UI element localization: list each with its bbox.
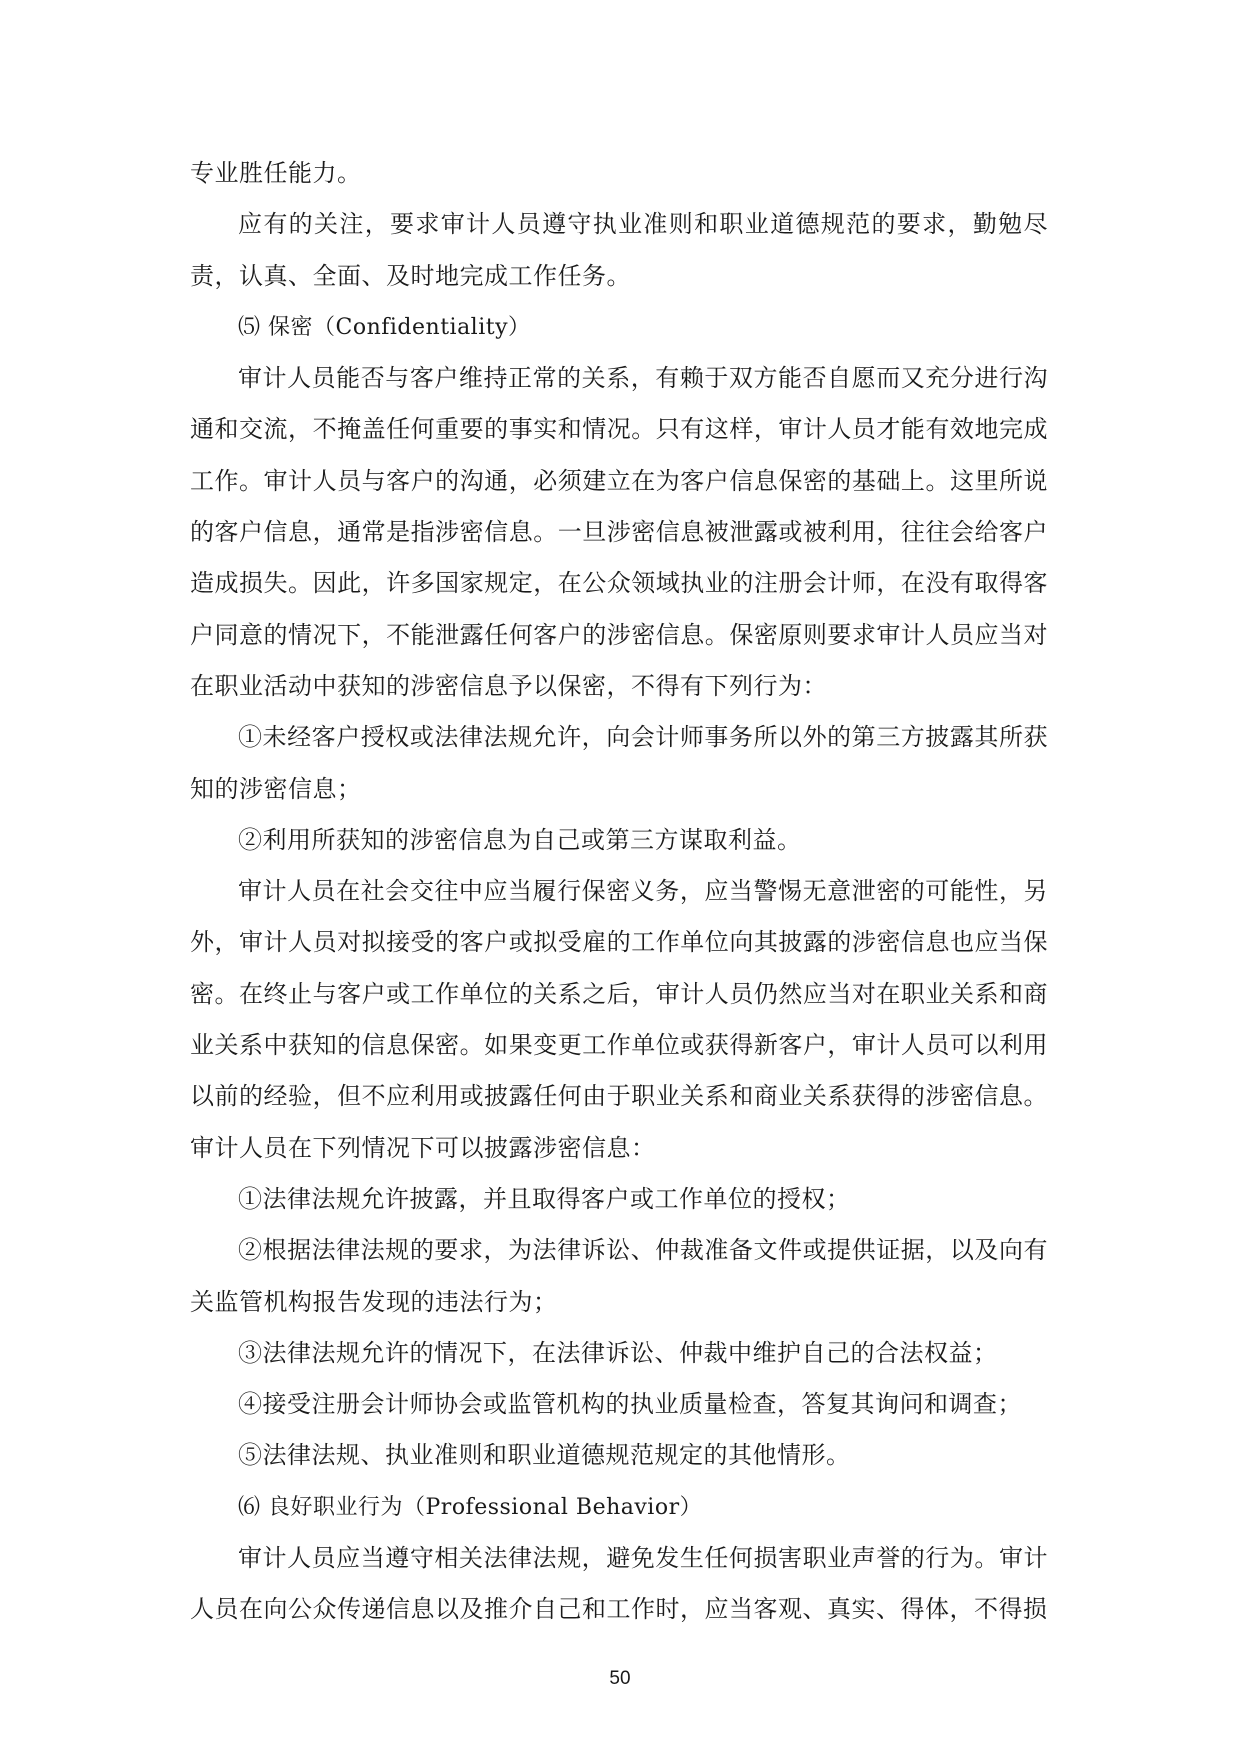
paragraph-continuation: 专业胜任能力。 — [190, 159, 362, 187]
section-heading-confidentiality: ⑸ 保密（Confidentiality） — [238, 314, 531, 340]
paragraph-due-care: 应有的关注，要求审计人员遵守执业准则和职业道德规范的要求，勤勉尽责，认真、全面、及时地完成工作任务。 — [190, 210, 1048, 290]
section-heading-professional-behavior: ⑹ 良好职业行为（Professional Behavior） — [238, 1494, 703, 1520]
list-item-disclosure-5: ⑤法律法规、执业准则和职业道德规范规定的其他情形。 — [238, 1441, 851, 1470]
list-item-prohibited-2: ②利用所获知的涉密信息为自己或第三方谋取利益。 — [238, 825, 802, 854]
list-item-disclosure-2: ②根据法律法规的要求，为法律诉讼、仲裁准备文件或提供证据，以及向有关监管机构报告发现的违法行为； — [190, 1236, 1048, 1316]
page-number: 50 — [609, 1668, 631, 1689]
paragraph-confidentiality-intro: 审计人员能否与客户维持正常的关系，有赖于双方能否自愿而又充分进行沟通和交流，不掩盖任何重要的事实和情况。只有这样，审计人员才能有效地完成工作。审计人员与客户的沟通，必须建立在为客户信息保密的基础上。这里所说的客户信息，通常是指涉密信息。一旦涉密信息被泄露或被利用，往往会给客户造成损失。因此，许多国家规定，在公众领域执业的注册会计师，在没有取得客户同意的情况下，不能泄露任何客户的涉密信息。保密原则要求审计人员应当对在职业活动中获知的涉密信息予以保密，不得有下列行为： — [190, 364, 1048, 700]
list-item-disclosure-3: ③法律法规允许的情况下，在法律诉讼、仲裁中维护自己的合法权益； — [238, 1338, 998, 1367]
list-item-disclosure-1: ①法律法规允许披露，并且取得客户或工作单位的授权； — [238, 1184, 851, 1213]
list-item-prohibited-1: ①未经客户授权或法律法规允许，向会计师事务所以外的第三方披露其所获知的涉密信息； — [190, 723, 1048, 803]
paragraph-confidentiality-obligation: 审计人员在社会交往中应当履行保密义务，应当警惕无意泄密的可能性，另外，审计人员对拟接受的客户或拟受雇的工作单位向其披露的涉密信息也应当保密。在终止与客户或工作单位的关系之后，审计人员仍然应当对在职业关系和商业关系中获知的信息保密。如果变更工作单位或获得新客户，审计人员可以利用以前的经验，但不应利用或披露任何由于职业关系和商业关系获得的涉密信息。审计人员在下列情况下可以披露涉密信息： — [190, 877, 1048, 1162]
list-item-disclosure-4: ④接受注册会计师协会或监管机构的执业质量检查，答复其询问和调查； — [238, 1390, 1022, 1419]
paragraph-professional-behavior: 审计人员应当遵守相关法律法规，避免发生任何损害职业声誉的行为。审计人员在向公众传递信息以及推介自己和工作时，应当客观、真实、得体，不得损 — [190, 1544, 1048, 1624]
text-body — [190, 148, 1048, 1636]
